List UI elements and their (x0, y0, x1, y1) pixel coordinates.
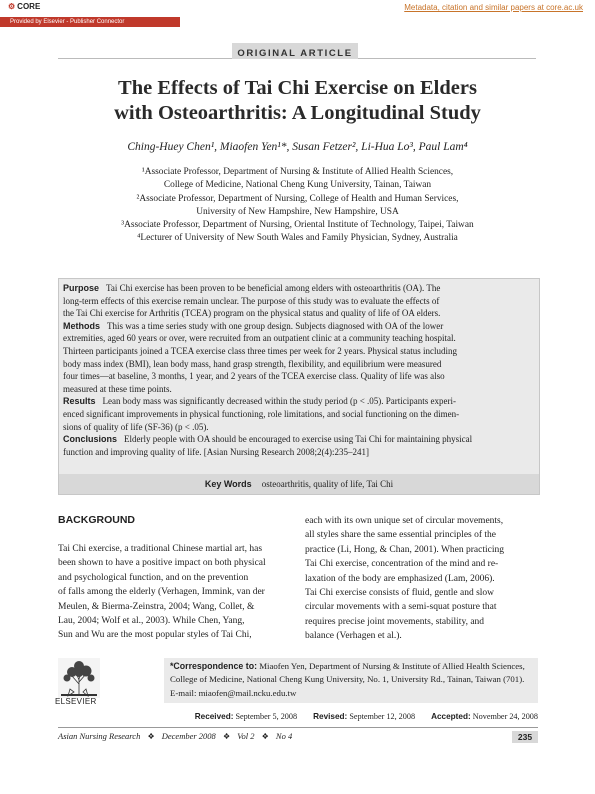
page-number: 235 (512, 731, 538, 743)
author-list: Ching-Huey Chen¹, Miaofen Yen¹*, Susan Fetzer², Li-Hua Lo³, Paul Lam⁴ (127, 141, 468, 153)
body-column-left (58, 542, 291, 643)
revised-date: September 12, 2008 (349, 712, 416, 721)
body-line: Tai Chi exercise consists of fluid, gentle and slow (305, 588, 495, 599)
affiliation-line: ³Associate Professor, Department of Nursing, Oriental Institute of Technology, Taipei, Taiwan (121, 220, 474, 231)
conclusions-heading: Conclusions (63, 434, 118, 445)
abstract-line: This was a time series study with one group design. Subjects diagnosed with OA of the lower (107, 320, 444, 331)
abstract-line: Lean body mass was significantly decreased within the study period (p < .05). Participants experi- (102, 396, 456, 407)
accepted-label: Accepted: (431, 712, 471, 721)
article-type-banner (232, 43, 358, 59)
affiliation-line: ²Associate Professor, Department of Nursing, College of Health and Human Services, (136, 193, 459, 204)
received-label: Received: (194, 712, 234, 721)
article-dates (195, 712, 538, 721)
abstract-line: body mass index (BMI), lean body mass, hand grasp strength, flexibility, and equilibrium were measured (63, 358, 442, 369)
journal-name: Asian Nursing Research (58, 731, 141, 741)
core-metadata-link[interactable]: Metadata, citation and similar papers at core.ac.uk (404, 3, 583, 12)
keywords-bar (58, 474, 540, 495)
issue-date: December 2008 (161, 731, 216, 741)
abstract-line: measured at these time points. (63, 383, 172, 394)
body-line: practice (Li, Hong, & Chan, 2001). When practicing (305, 544, 504, 555)
body-line: each with its own unique set of circular movements, (305, 516, 504, 526)
abstract-line: the Tai Chi exercise for Arthritis (TCEA) program on the physical status and quality of life of OA elders. (63, 308, 441, 319)
body-line: Meulen, & Bierma-Zeinstra, 2004; Wang, Collet, & (58, 601, 255, 612)
core-logo[interactable] (8, 2, 40, 11)
abstract-text (63, 282, 532, 458)
affiliations (40, 166, 555, 246)
body-line: laxation of the body are emphasized (Lam, 2006). (305, 573, 495, 584)
body-line: of falls among the elderly (Verhagen, Immink, van der (58, 587, 265, 598)
correspondence-email[interactable]: E-mail: miaofen@mail.ncku.edu.tw (170, 687, 297, 698)
body-line: Tai Chi exercise, concentration of the mind and re- (305, 559, 499, 570)
publisher-name: ELSEVIER (55, 697, 97, 706)
body-column-right (305, 514, 537, 644)
abstract-line: long-term effects of this exercise remain unclear. The purpose of this study was to evaluate the effects of (63, 295, 440, 306)
separator-icon: ❖ (222, 732, 231, 741)
affiliation-line: ⁴Lecturer of University of New South Wales and Family Physician, Sydney, Australia (137, 233, 458, 244)
body-line: circular movements with a semi-squat posture that (305, 602, 497, 613)
elsevier-tree-logo-icon (58, 658, 100, 698)
volume: Vol 2 (237, 731, 255, 741)
footer-rule (58, 727, 538, 728)
abstract-line: Thirteen participants joined a TCEA exercise class three times per week for 2 years. Physical status including (63, 345, 457, 356)
correspondence-text (170, 660, 525, 700)
body-line: Lau, 2004; Wolf et al., 2003). While Chen, Yang, (58, 616, 245, 627)
keywords-value: osteoarthritis, quality of life, Tai Chi (261, 479, 394, 489)
keywords-label: Key Words (204, 479, 252, 489)
body-line: all styles share the same essential principles of the (305, 530, 496, 541)
abstract-line: function and improving quality of life. [Asian Nursing Research 2008;2(4):235–241] (63, 446, 369, 457)
abstract-line: sions of quality of life (SF-36) (p < .05). (63, 421, 209, 432)
affiliation-line: College of Medicine, National Cheng Kung University, Tainan, Taiwan (163, 180, 432, 191)
background-heading: BACKGROUND (58, 514, 135, 526)
title-line: with Osteoarthritis: A Longitudinal Study (114, 102, 481, 124)
paper-title (40, 76, 555, 126)
separator-icon: ❖ (261, 732, 269, 741)
running-footer (58, 731, 292, 741)
abstract-line: Elderly people with OA should be encouraged to exercise using Tai Chi for maintaining physical (124, 434, 473, 445)
accepted-date: November 24, 2008 (472, 712, 538, 721)
body-line: Tai Chi exercise, a traditional Chinese martial art, has (58, 544, 263, 554)
abstract-line: enced significant improvements in physical functioning, role limitations, and social functioning on the dimen- (63, 408, 460, 419)
methods-heading: Methods (63, 320, 100, 331)
revised-label: Revised: (313, 712, 348, 721)
affiliation-line: ¹Associate Professor, Department of Nursing & Institute of Allied Health Sciences, (141, 167, 454, 177)
provider-text[interactable]: Provided by Elsevier - Publisher Connector (10, 19, 125, 25)
abstract-line: four times—at baseline, 3 months, 1 year, and 2 years of the TCEA exercise class. Quality of life was also (63, 371, 445, 382)
correspondence-line: College of Medicine, National Cheng Kung University, No. 1, University Rd., Tainan, Taiwan (701). (170, 674, 525, 685)
body-line: and psychological function, and on the prevention (58, 572, 249, 583)
abstract-line: Tai Chi exercise has been proven to be beneficial among elders with osteoarthritis (OA). The (106, 283, 441, 293)
body-line: balance (Verhagen et al.). (305, 631, 402, 642)
affiliation-line: University of New Hampshire, New Hampshire, USA (196, 206, 399, 217)
body-line: requires precise joint movements, stability, and (305, 616, 485, 627)
results-heading: Results (63, 396, 96, 407)
separator-icon: ❖ (147, 732, 155, 741)
body-line: Sun and Wu are the most popular styles of Tai Chi, (58, 630, 252, 641)
abstract-line: extremities, aged 60 years or over, were recruited from an outpatient clinic at a community teaching hospital. (63, 333, 456, 344)
correspondence-line: Miaofen Yen, Department of Nursing & Institute of Allied Health Sciences, (259, 661, 525, 671)
purpose-heading: Purpose (63, 283, 100, 293)
article-type-label: ORIGINAL ARTICLE (237, 48, 353, 59)
title-line: The Effects of Tai Chi Exercise on Elders (118, 77, 477, 99)
core-mark-icon: ⚙ (8, 2, 16, 11)
core-logo-text: CORE (17, 2, 41, 11)
received-date: September 5, 2008 (235, 712, 298, 721)
correspondence-label: *Correspondence to: (170, 661, 258, 671)
issue-number: No 4 (275, 731, 293, 741)
body-line: been shown to have a positive impact on both physical (58, 558, 266, 569)
